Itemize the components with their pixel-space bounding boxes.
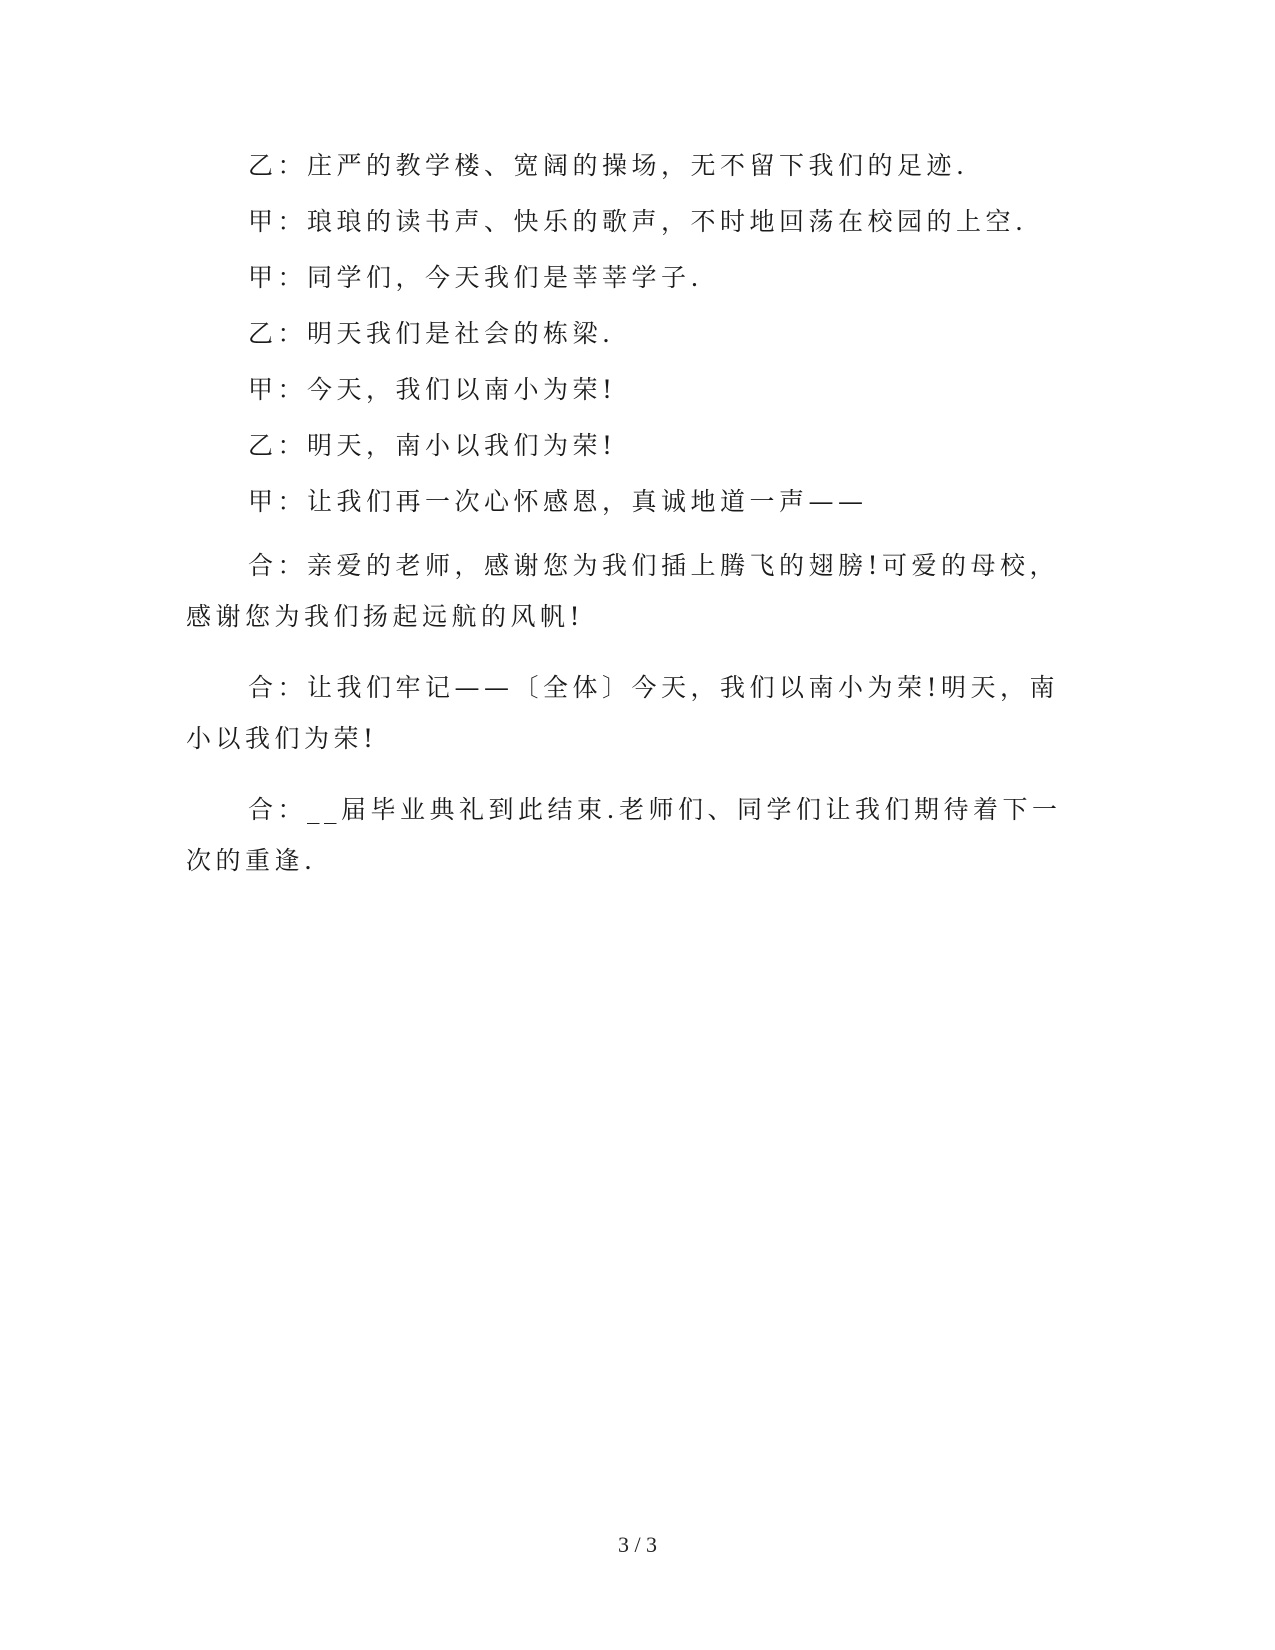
paragraph-4: 乙：明天我们是社会的栋梁. — [248, 319, 615, 348]
paragraph-2: 甲：琅琅的读书声、快乐的歌声，不时地回荡在校园的上空. — [248, 207, 1028, 236]
paragraph-10: 合：__届毕业典礼到此结束.老师们、同学们让我们期待着下一次的重逢. — [186, 795, 1062, 875]
page-number: 3 / 3 — [617, 1532, 658, 1557]
paragraph-6: 乙：明天，南小以我们为荣! — [248, 431, 617, 460]
paragraph-8: 合：亲爱的老师，感谢您为我们插上腾飞的翅膀!可爱的母校，感谢您为我们扬起远航的风帆! — [186, 551, 1060, 631]
paragraph-7: 甲：让我们再一次心怀感恩，真诚地道一声—— — [248, 487, 868, 516]
document-body — [186, 148, 1066, 906]
paragraph-3: 甲：同学们，今天我们是莘莘学子. — [248, 263, 703, 292]
paragraph-1: 乙：庄严的教学楼、宽阔的操场，无不留下我们的足迹. — [248, 151, 969, 180]
paragraph-5: 甲：今天，我们以南小为荣! — [248, 375, 617, 404]
paragraph-9: 合：让我们牢记——〔全体〕今天，我们以南小为荣!明天，南小以我们为荣! — [186, 673, 1060, 753]
